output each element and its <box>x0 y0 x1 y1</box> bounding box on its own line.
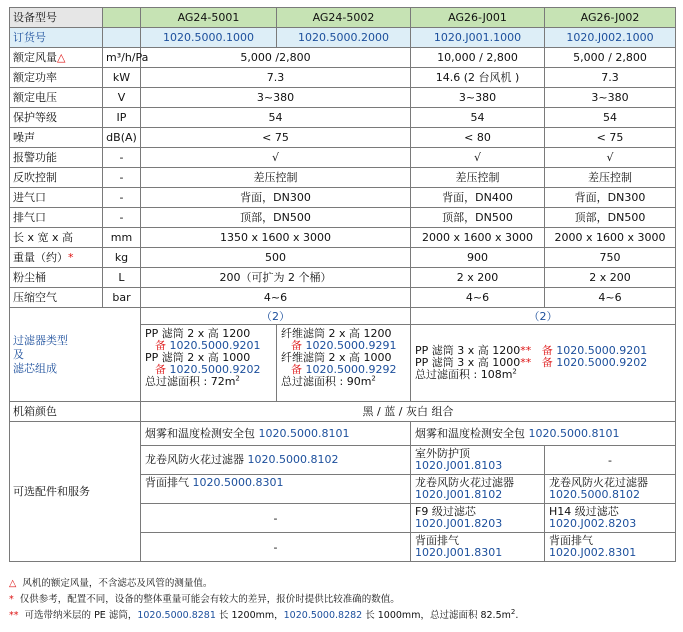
header-unit <box>103 8 141 28</box>
spec-label: 长 x 宽 x 高 <box>10 228 103 248</box>
model-cell: AG26-J002 <box>545 8 676 28</box>
spec-unit: - <box>103 188 141 208</box>
option-item: 龙卷风防火花过滤器 1020.J001.8102 <box>411 475 545 504</box>
spec-unit: - <box>103 148 141 168</box>
check-icon: √ <box>411 148 545 168</box>
spec-row-inlet <box>10 188 676 208</box>
spec-row-bin <box>10 268 676 288</box>
spec-label: 额定功率 <box>10 68 103 88</box>
spec-value: 14.6 (2 台风机 ) <box>411 68 545 88</box>
spec-value: 差压控制 <box>141 168 411 188</box>
model-cell: AG24-5001 <box>141 8 277 28</box>
spec-label: 重量（约）* <box>10 248 103 268</box>
spec-value: 4~6 <box>545 288 676 308</box>
order-unit <box>103 28 141 48</box>
spec-value: 顶部，DN500 <box>411 208 545 228</box>
filter-j-cell: PP 滤筒 3 x 高 1200** 备 1020.5000.9201 PP 滤筒 3 x 高 1000** 备 1020.5000.9202 总过滤面积 : $108m^2$ <box>411 325 676 402</box>
model-cell: AG24-5002 <box>277 8 411 28</box>
spec-value: 1350 x 1600 x 3000 <box>141 228 411 248</box>
spec-value: 54 <box>545 108 676 128</box>
spec-label: 进气口 <box>10 188 103 208</box>
option-item: 烟雾和温度检测安全包 1020.5000.8101 <box>141 422 411 446</box>
spec-value: 差压控制 <box>545 168 676 188</box>
spec-value: 差压控制 <box>411 168 545 188</box>
order-label: 订货号 <box>10 28 103 48</box>
option-item: 龙卷风防火花过滤器 1020.5000.8102 <box>141 446 411 475</box>
spec-row-air <box>10 288 676 308</box>
spec-value: 3~380 <box>545 88 676 108</box>
spec-value: 3~380 <box>141 88 411 108</box>
spec-label: 压缩空气 <box>10 288 103 308</box>
check-icon: √ <box>545 148 676 168</box>
filter-label: 过滤器类型 及 滤芯组成 <box>10 308 141 402</box>
spec-value: 2 x 200 <box>411 268 545 288</box>
spec-unit: dB(A) <box>103 128 141 148</box>
spec-value: 背面，DN300 <box>141 188 411 208</box>
spec-unit: kg <box>103 248 141 268</box>
spec-value: 10,000 / 2,800 <box>411 48 545 68</box>
header-row <box>10 8 676 28</box>
spec-row-power <box>10 68 676 88</box>
option-item: - <box>545 446 676 475</box>
footnotes <box>9 576 679 624</box>
spec-label: 反吹控制 <box>10 168 103 188</box>
spec-value: 7.3 <box>545 68 676 88</box>
spec-value: 3~380 <box>411 88 545 108</box>
filter-count: （2） <box>411 308 676 325</box>
spec-row-noise <box>10 128 676 148</box>
spec-value: < 75 <box>545 128 676 148</box>
spec-row-outlet <box>10 208 676 228</box>
spec-value: 7.3 <box>141 68 411 88</box>
order-row <box>10 28 676 48</box>
filter-fiber-cell: 纤维滤筒 2 x 高 1200 备 1020.5000.9291 纤维滤筒 2 x 高 1000 备 1020.5000.9292 总过滤面积 : $90m^2$ <box>277 325 411 402</box>
spec-value: 4~6 <box>411 288 545 308</box>
order-number: 1020.5000.2000 <box>277 28 411 48</box>
color-value: 黑 / 蓝 / 灰白 组合 <box>141 402 676 422</box>
spec-value: 背面，DN300 <box>545 188 676 208</box>
spec-label: 保护等级 <box>10 108 103 128</box>
spec-value: 200（可扩为 2 个桶） <box>141 268 411 288</box>
option-item: 龙卷风防火花过滤器 1020.5000.8102 <box>545 475 676 504</box>
spec-label: 粉尘桶 <box>10 268 103 288</box>
footnote: * 仅供参考，配置不同，设备的整体重量可能会有较大的差异，报价时提供比较准确的数值。 <box>9 594 400 605</box>
spec-row-alarm <box>10 148 676 168</box>
spec-label: 噪声 <box>10 128 103 148</box>
filter-count-row <box>10 308 676 325</box>
spec-row-voltage <box>10 88 676 108</box>
spec-unit: - <box>103 208 141 228</box>
triangle-mark: △ <box>57 51 66 64</box>
spec-unit: bar <box>103 288 141 308</box>
option-item: - <box>141 504 411 533</box>
option-item: 背面排气 1020.J002.8301 <box>545 533 676 562</box>
spec-label: 排气口 <box>10 208 103 228</box>
spec-unit: V <box>103 88 141 108</box>
spec-value: 900 <box>411 248 545 268</box>
spec-value: 54 <box>141 108 411 128</box>
spec-unit: mm <box>103 228 141 248</box>
order-number: 1020.J002.1000 <box>545 28 676 48</box>
spec-value: < 80 <box>411 128 545 148</box>
option-item: 背面排气 1020.5000.8301 <box>141 475 411 504</box>
check-icon: √ <box>141 148 411 168</box>
color-label: 机箱颜色 <box>10 402 141 422</box>
options-row <box>10 422 676 446</box>
spec-label: 报警功能 <box>10 148 103 168</box>
spec-label: 额定风量△ <box>10 48 103 68</box>
option-item: - <box>141 533 411 562</box>
spec-value: 顶部，DN500 <box>141 208 411 228</box>
spec-value: 2000 x 1600 x 3000 <box>411 228 545 248</box>
spec-unit: kW <box>103 68 141 88</box>
filter-count: （2） <box>141 308 411 325</box>
spec-value: 5,000 /2,800 <box>141 48 411 68</box>
spec-value: 750 <box>545 248 676 268</box>
spec-value: < 75 <box>141 128 411 148</box>
option-item: 烟雾和温度检测安全包 1020.5000.8101 <box>411 422 676 446</box>
spec-table <box>9 7 676 562</box>
header-label: 设备型号 <box>10 8 103 28</box>
spec-row-dims <box>10 228 676 248</box>
color-row <box>10 402 676 422</box>
order-number: 1020.J001.1000 <box>411 28 545 48</box>
filter-pp-cell: PP 滤筒 2 x 高 1200 备 1020.5000.9201 PP 滤筒 2 x 高 1000 备 1020.5000.9202 总过滤面积 : $72m^2$ <box>141 325 277 402</box>
spec-label: 额定电压 <box>10 88 103 108</box>
option-item: H14 级过滤芯 1020.J002.8203 <box>545 504 676 533</box>
spec-value: 5,000 / 2,800 <box>545 48 676 68</box>
spec-value: 54 <box>411 108 545 128</box>
spec-value: 500 <box>141 248 411 268</box>
spec-value: 4~6 <box>141 288 411 308</box>
spec-row-backflush <box>10 168 676 188</box>
option-item: F9 级过滤芯 1020.J001.8203 <box>411 504 545 533</box>
spec-value: 顶部，DN500 <box>545 208 676 228</box>
spec-unit: m³/h/Pa <box>103 48 141 68</box>
option-item: 背面排气 1020.J001.8301 <box>411 533 545 562</box>
spec-unit: IP <box>103 108 141 128</box>
model-cell: AG26-J001 <box>411 8 545 28</box>
spec-row-airflow <box>10 48 676 68</box>
spec-unit: - <box>103 168 141 188</box>
spec-row-ip <box>10 108 676 128</box>
option-item: 室外防护顶 1020.J001.8103 <box>411 446 545 475</box>
footnote: ** 可选带纳米层的 PE 滤筒，1020.5000.8281 长 1200mm，1020.5000.8282 长 1000mm，总过滤面积 $82.5m^2$. <box>9 607 519 621</box>
spec-value: 2000 x 1600 x 3000 <box>545 228 676 248</box>
footnote: △ 风机的额定风量，不含滤芯及风管的测量值。 <box>9 578 213 589</box>
order-number: 1020.5000.1000 <box>141 28 277 48</box>
spec-value: 2 x 200 <box>545 268 676 288</box>
options-label: 可选配件和服务 <box>10 422 141 562</box>
asterisk-mark: * <box>68 251 74 264</box>
spec-value: 背面，DN400 <box>411 188 545 208</box>
spec-unit: L <box>103 268 141 288</box>
spec-row-weight <box>10 248 676 268</box>
